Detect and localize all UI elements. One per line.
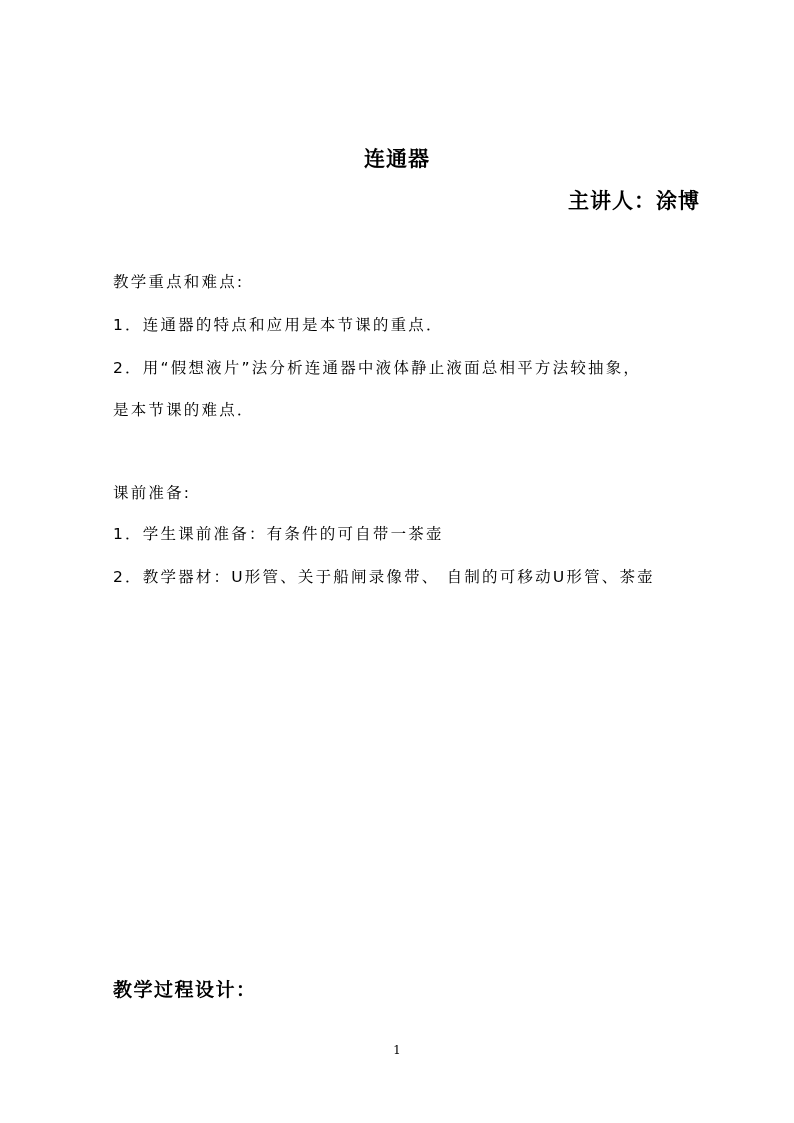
page-number: 1 — [393, 1043, 401, 1057]
document-title: 连通器 — [364, 147, 430, 171]
focus-heading: 教学重点和难点: — [113, 273, 245, 291]
focus-item: 2．用“假想液片”法分析连通器中液体静止液面总相平方法较抽象， — [113, 359, 642, 377]
preparation-item: 2．教学器材：U形管、关于船闸录像带、 自制的可移动U形管、茶壶 — [113, 568, 655, 586]
preparation-item: 1．学生课前准备：有条件的可自带一茶壶 — [113, 525, 444, 543]
focus-item-continuation: 是本节课的难点． — [113, 401, 255, 419]
process-heading: 教学过程设计： — [113, 979, 257, 1001]
speaker-line: 主讲人：涂博 — [568, 189, 700, 213]
focus-item: 1．连通器的特点和应用是本节课的重点． — [113, 316, 444, 334]
preparation-heading: 课前准备: — [113, 484, 192, 502]
